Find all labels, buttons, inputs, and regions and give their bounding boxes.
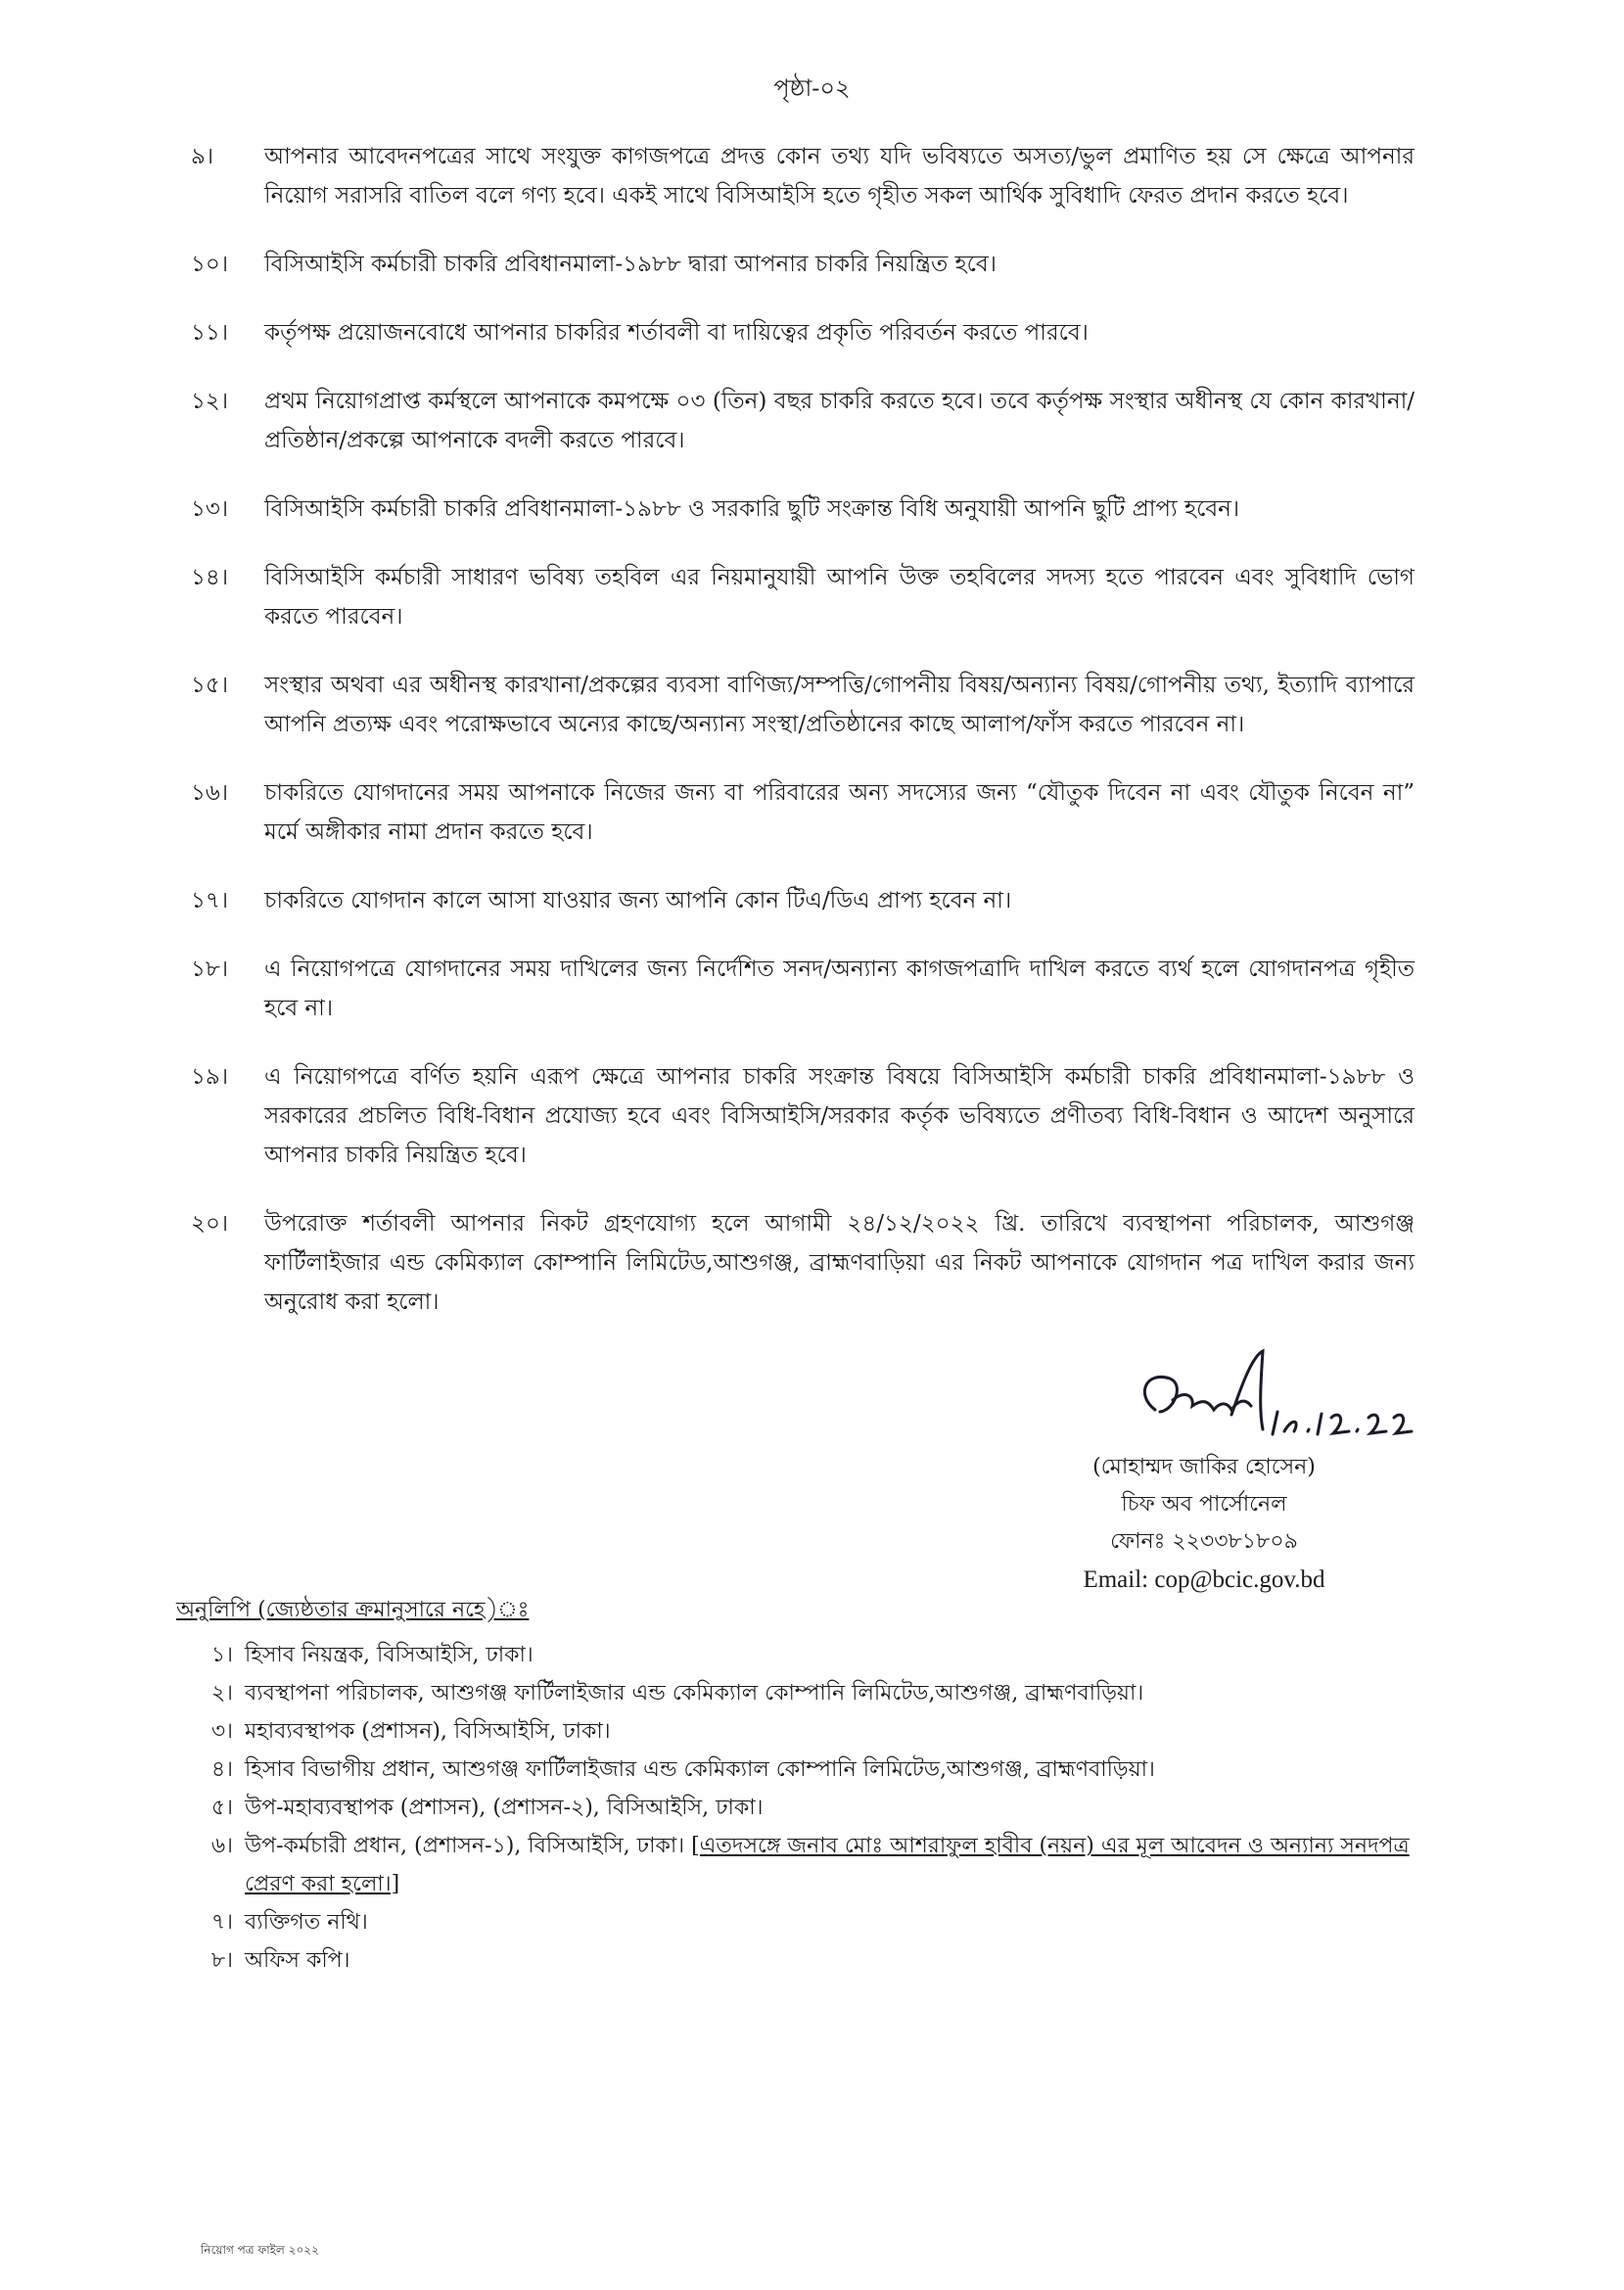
clause-item [191,137,1415,215]
copy-item [176,1712,1439,1751]
copy-number: ৬। [210,1834,233,1858]
clause-item [191,313,1415,352]
copy-recipient: হিসাব বিভাগীয় প্রধান, আশুগঞ্জ ফার্টিলাইজার এন্ড কেমিক্যাল কোম্পানি লিমিটেড,আশুগঞ্জ, ব্রাহ্মণবাড়িয়া। [245,1757,1155,1782]
clause-number: ১৫। [191,673,229,698]
clause-item [191,1204,1415,1322]
signatory-name: (মোহাম্মদ জাকির হোসেন) [1092,1455,1316,1479]
clause-text: বিসিআইসি কর্মচারী সাধারণ ভবিষ্য তহবিল এর নিয়মানুযায়ী আপনি উক্ত তহবিলের সদস্য হতে পারবেন এবং সুবিধাদি ভোগ করতে পারবেন। [264,565,1415,630]
clause-text: এ নিয়োগপত্রে বর্ণিত হয়নি এরূপ ক্ষেত্রে আপনার চাকরি সংক্রান্ত বিষয়ে বিসিআইসি কর্মচারী চাকরি প্রবিধানমালা-১৯৮৮ ও সরকারের প্রচলিত বিধি-বিধান প্রযোজ্য হবে এবং বিসিআইসি/সরকার কর্তৃক ভবিষ্যতে প্রণীতব্য বিধি-বিধান ও আদেশ অনুসারে আপনার চাকরি নিয়ন্ত্রিত হবে। [264,1064,1415,1168]
signature-block [1008,1341,1400,1600]
copy-heading: অনুলিপি (জ্যেষ্ঠতার ক্রমানুসারে নহে)ঃ [176,1598,530,1622]
clause-number: ১৭। [191,888,229,913]
clause-text: এ নিয়োগপত্রে যোগদানের সময় দাখিলের জন্য নির্দেশিত সনদ/অন্যান্য কাগজপত্রাদি দাখিল করতে ব্যর্থ হলে যোগদানপত্র গৃহীত হবে না। [264,957,1415,1021]
clause-item [191,245,1415,284]
copy-recipient: ব্যক্তিগত নথি। [245,1910,368,1935]
copy-recipient: হিসাব নিয়ন্ত্রক, বিসিআইসি, ঢাকা। [245,1643,534,1667]
copy-number: ১। [210,1643,233,1667]
clause-text: বিসিআইসি কর্মচারী চাকরি প্রবিধানমালা-১৯৮৮ দ্বারা আপনার চাকরি নিয়ন্ত্রিত হবে। [264,252,997,277]
clause-item [191,881,1415,920]
copy-item [176,1941,1439,1980]
copy-number: ২। [210,1681,233,1706]
clause-text: সংস্থার অথবা এর অধীনস্থ কারখানা/প্রকল্পের ব্যবসা বাণিজ্য/সম্পত্তি/গোপনীয় বিষয়/অন্যান্য বিষয়/গোপনীয় তথ্য, ইত্যাদি ব্যাপারে আপনি প্রত্যক্ষ এবং পরোক্ষভাবে অন্যের কাছে/অন্যান্য সংস্থা/প্রতিষ্ঠানের কাছে আলাপ/ফাঁস করতে পারবেন না। [264,673,1415,737]
clause-number: ১৬। [191,780,229,806]
copy-recipient: অফিস কপি। [245,1948,350,1973]
clause-text: আপনার আবেদনপত্রের সাথে সংযুক্ত কাগজপত্রে প্রদত্ত কোন তথ্য যদি ভবিষ্যতে অসত্য/ভুল প্রমাণিত হয় সে ক্ষেত্রে আপনার নিয়োগ সরাসরি বাতিল বলে গণ্য হবে। একই সাথে বিসিআইসি হতে গৃহীত সকল আর্থিক সুবিধাদি ফেরত প্রদান করতে হবে। [264,144,1415,209]
signatory-designation: চিফ অব পার্সোনেল [1121,1492,1287,1517]
copy-recipient: মহাব্যবস্থাপক (প্রশাসন), বিসিআইসি, ঢাকা। [245,1719,611,1744]
copy-number: ৭। [210,1910,233,1935]
terms-list [191,137,1415,1351]
copy-recipient: উপ-মহাব্যবস্থাপক (প্রশাসন), (প্রশাসন-২), বিসিআইসি, ঢাকা। [245,1796,764,1820]
clause-number: ৯। [191,144,214,169]
file-footer: নিয়োগ পত্র ফাইল ২০২২ [201,2243,319,2257]
copy-item [176,1903,1439,1941]
clause-number: ১৮। [191,957,229,982]
copy-item [176,1674,1439,1712]
copy-number: ৫। [210,1796,233,1820]
copy-item [176,1636,1439,1674]
copy-number: ৩। [210,1719,233,1744]
copy-recipient-text: উপ-কর্মচারী প্রধান, (প্রশাসন-১), বিসিআইসি, ঢাকা। [245,1834,692,1858]
copy-recipient [245,1827,1439,1903]
clause-item [191,490,1415,529]
copy-distribution [176,1591,1439,1980]
copy-item [176,1789,1439,1827]
clause-item [191,382,1415,460]
copy-number: ৮। [210,1948,233,1973]
copy-enclosure-note: [এতদসঙ্গে জনাব মোঃ আশরাফুল হাবীব (নয়ন) এর মূল আবেদন ও অন্যান্য সনদপত্র প্রেরণ করা হলো।] [245,1834,1410,1896]
clause-number: ১১। [191,320,229,346]
clause-number: ১২। [191,389,229,414]
copy-item [176,1751,1439,1789]
signatory-phone: ফোনঃ ২২৩৩৮১৮০৯ [1110,1529,1298,1554]
clause-item [191,950,1415,1028]
handwritten-signature [1116,1341,1429,1449]
clause-text: চাকরিতে যোগদান কালে আসা যাওয়ার জন্য আপনি কোন টিএ/ডিএ প্রাপ্য হবেন না। [264,888,1012,913]
clause-text: কর্তৃপক্ষ প্রয়োজনবোধে আপনার চাকরির শর্তাবলী বা দায়িত্বের প্রকৃতি পরিবর্তন করতে পারবে। [264,320,1089,346]
clause-item [191,558,1415,636]
clause-text: উপরোক্ত শর্তাবলী আপনার নিকট গ্রহণযোগ্য হলে আগামী ২৪/১২/২০২২ খ্রি. তারিখে ব্যবস্থাপনা পরিচালক, আশুগঞ্জ ফার্টিলাইজার এন্ড কেমিক্যাল কোম্পানি লিমিটেড,আশুগঞ্জ, ব্রাহ্মণবাড়িয়া এর নিকট আপনাকে যোগদান পত্র দাখিল করার জন্য অনুরোধ করা হলো। [264,1211,1415,1315]
clause-number: ১০। [191,252,229,277]
page-number: পৃষ্ঠা-০২ [773,74,851,102]
copy-number: ৪। [210,1757,233,1782]
clause-item [191,773,1415,852]
copy-item [176,1827,1439,1903]
signatory-email: Email: cop@bcic.gov.bd [1083,1566,1325,1593]
clause-item [191,666,1415,744]
clause-number: ১৩। [191,496,229,522]
clause-number: ১৪। [191,565,229,590]
clause-text: চাকরিতে যোগদানের সময় আপনাকে নিজের জন্য বা পরিবারের অন্য সদস্যের জন্য “যৌতুক দিবেন না এবং যৌতুক নিবেন না” মর্মে অঙ্গীকার নামা প্রদান করতে হবে। [264,780,1415,845]
clause-item [191,1057,1415,1175]
clause-text: বিসিআইসি কর্মচারী চাকরি প্রবিধানমালা-১৯৮৮ ও সরকারি ছুটি সংক্রান্ত বিধি অনুযায়ী আপনি ছুটি প্রাপ্য হবেন। [264,496,1240,522]
clause-number: ২০। [191,1211,229,1237]
clause-text: প্রথম নিয়োগপ্রাপ্ত কর্মস্থলে আপনাকে কমপক্ষে ০৩ (তিন) বছর চাকরি করতে হবে। তবে কর্তৃপক্ষ সংস্থার অধীনস্থ যে কোন কারখানা/প্রতিষ্ঠান/প্রকল্পে আপনাকে বদলী করতে পারবে। [264,389,1415,453]
copy-recipient: ব্যবস্থাপনা পরিচালক, আশুগঞ্জ ফার্টিলাইজার এন্ড কেমিক্যাল কোম্পানি লিমিটেড,আশুগঞ্জ, ব্রাহ্মণবাড়িয়া। [245,1681,1144,1706]
clause-number: ১৯। [191,1064,229,1090]
